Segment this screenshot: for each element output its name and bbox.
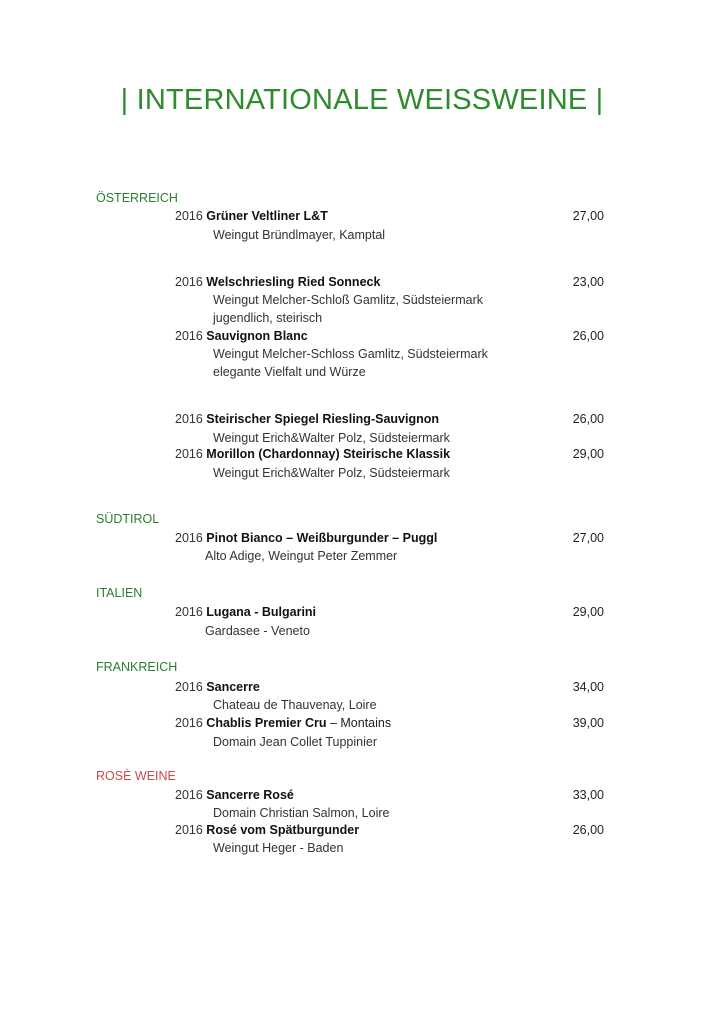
wine-producer: Chateau de Thauvenay, Loire: [213, 698, 377, 712]
wine-title-line: [175, 447, 450, 461]
wine-title-line: [175, 788, 294, 802]
section-heading-italien: ITALIEN: [96, 586, 143, 600]
wine-title-line: [175, 605, 316, 619]
wine-price: 26,00: [572, 329, 604, 343]
wine-producer: Weingut Bründlmayer, Kamptal: [213, 228, 386, 242]
wine-name-suffix: – Montains: [326, 716, 392, 730]
wine-producer: Domain Jean Collet Tuppinier: [213, 735, 377, 749]
wine-price: 34,00: [572, 680, 604, 694]
wine-title-line: [175, 329, 308, 343]
wine-producer: Alto Adige, Weingut Peter Zemmer: [205, 549, 398, 563]
wine-name: Sauvignon Blanc: [206, 329, 308, 343]
wine-name: Chablis Premier Cru: [206, 716, 327, 730]
wine-producer: Weingut Melcher-Schloß Gamlitz, Südsteiermark: [213, 293, 483, 307]
wine-producer: Weingut Heger - Baden: [213, 841, 344, 855]
wine-year: 2016: [175, 531, 203, 545]
wine-year: 2016: [175, 447, 203, 461]
wine-year: 2016: [175, 412, 203, 426]
wine-name: Sancerre: [206, 680, 260, 694]
wine-year: 2016: [175, 788, 203, 802]
wine-price: 23,00: [572, 275, 604, 289]
wine-title-line: [175, 823, 359, 837]
wine-producer: Weingut Erich&Walter Polz, Südsteiermark: [213, 466, 450, 480]
wine-name: Sancerre Rosé: [206, 788, 294, 802]
wine-producer: Weingut Erich&Walter Polz, Südsteiermark: [213, 431, 450, 445]
wine-price: 26,00: [572, 823, 604, 837]
wine-producer: Weingut Melcher-Schloss Gamlitz, Südsteiermark: [213, 347, 488, 361]
wine-price: 27,00: [572, 531, 604, 545]
wine-name: Welschriesling Ried Sonneck: [206, 275, 381, 289]
page-title: | INTERNATIONALE WEISSWEINE |: [120, 84, 604, 116]
wine-price: 33,00: [572, 788, 604, 802]
wine-title-line: [175, 412, 439, 426]
wine-year: 2016: [175, 209, 203, 223]
wine-name: Lugana - Bulgarini: [206, 605, 317, 619]
wine-producer: Domain Christian Salmon, Loire: [213, 806, 390, 820]
wine-description: elegante Vielfalt und Würze: [213, 365, 366, 379]
wine-name: Grüner Veltliner L&T: [206, 209, 328, 223]
wine-title-line: [175, 680, 260, 694]
wine-name: Rosé vom Spätburgunder: [206, 823, 360, 837]
wine-name: Steirischer Spiegel Riesling-Sauvignon: [206, 412, 439, 426]
section-heading-oesterreich: ÖSTERREICH: [96, 191, 178, 205]
wine-title-line: [175, 531, 437, 545]
wine-year: 2016: [175, 823, 203, 837]
wine-description: jugendlich, steirisch: [213, 311, 323, 325]
wine-price: 39,00: [572, 716, 604, 730]
wine-title-line: [175, 716, 391, 730]
wine-producer: Gardasee - Veneto: [205, 624, 310, 638]
wine-year: 2016: [175, 329, 203, 343]
wine-price: 27,00: [572, 209, 604, 223]
section-heading-rose: ROSÈ WEINE: [96, 769, 176, 783]
wine-price: 26,00: [572, 412, 604, 426]
section-heading-frankreich: FRANKREICH: [96, 660, 178, 674]
section-heading-suedtirol: SÜDTIROL: [96, 512, 160, 526]
wine-name: Pinot Bianco – Weißburgunder – Puggl: [206, 531, 438, 545]
wine-title-line: [175, 209, 328, 223]
wine-year: 2016: [175, 275, 203, 289]
wine-name: Morillon (Chardonnay) Steirische Klassik: [206, 447, 451, 461]
wine-year: 2016: [175, 716, 203, 730]
wine-year: 2016: [175, 680, 203, 694]
wine-price: 29,00: [572, 605, 604, 619]
wine-price: 29,00: [572, 447, 604, 461]
wine-year: 2016: [175, 605, 203, 619]
wine-title-line: [175, 275, 380, 289]
